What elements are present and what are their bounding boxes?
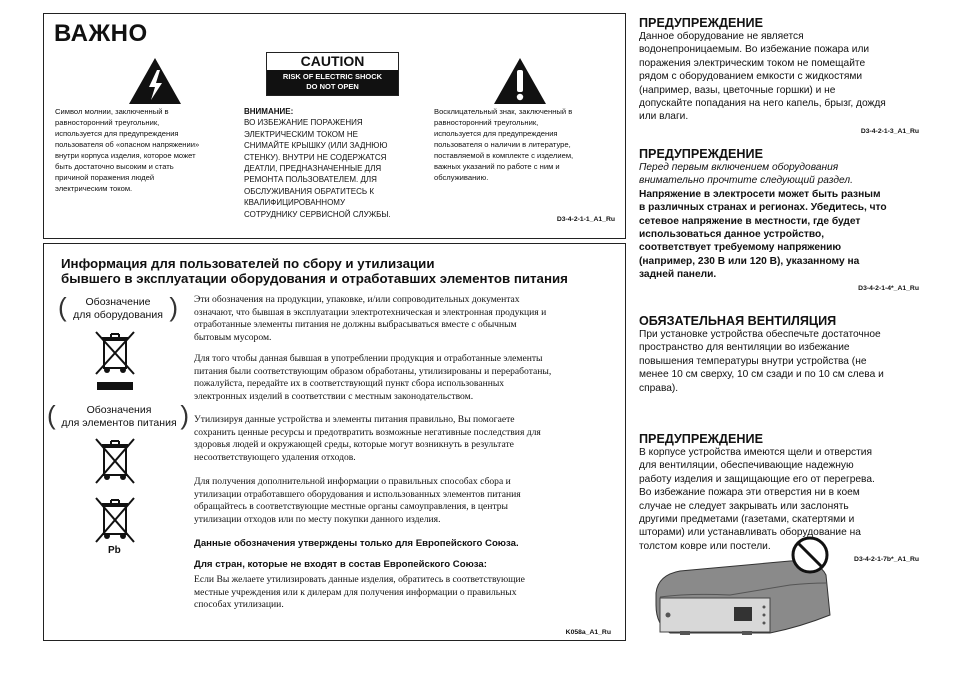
text-line: Во избежание пожара эти отверстия ни в коем: [639, 487, 860, 499]
warning-voltage-title: ПРЕДУПРЕЖДЕНИЕ: [639, 147, 763, 161]
text-line: Напряжение в электросети может быть разным: [639, 188, 881, 200]
crossed-bin-battery-icon: [94, 437, 136, 489]
text-line: пользователя о наличии в литературе,: [434, 140, 571, 149]
text-line: Символ молнии, заключенный в: [55, 107, 169, 116]
no-covering-prohibition-icon: [793, 538, 827, 572]
text-line: СНИМАЙТЕ КРЫШКУ (ИЛИ ЗАДНЮЮ: [244, 141, 388, 151]
exclamation-warning-icon: [492, 56, 548, 106]
caution-label: [266, 52, 399, 96]
text-line: Обозначение: [85, 296, 151, 308]
text-line: ДЕАТЛИ, ПРЕДНАЗНАЧЕННЫЕ ДЛЯ: [244, 164, 382, 174]
disposal-paragraph-1: [194, 294, 614, 345]
attention-block: [244, 106, 429, 220]
text-line: в различных странах и регионах. Убедитесь, что: [639, 202, 887, 214]
text-line: или влаги.: [639, 111, 689, 123]
text-line: отработанные элементы питания не должны выбрасываться вместе с обычным: [194, 319, 517, 331]
important-title: ВАЖНО: [54, 20, 148, 47]
text-line: ЭЛЕКТРИЧЕСКИМ ТОКОМ НЕ: [244, 129, 358, 139]
covered-device-illustration: [650, 535, 840, 641]
lightning-description: [55, 106, 230, 194]
text-line: Для получения дополнительной информации о правильных способах сбора и: [194, 476, 511, 487]
non-eu-heading: Для стран, которые не входят в состав Европейского Союза:: [194, 559, 487, 570]
text-line: менее 10 см сверху, 10 см сзади и по 10 см слева и: [639, 369, 884, 381]
text-line: Обозначения: [86, 404, 152, 416]
text-line: справа).: [639, 382, 679, 394]
text-line: важных указаний по работе с ним и: [434, 162, 560, 171]
caution-sub-line-1: RISK OF ELECTRIC SHOCK: [282, 72, 383, 81]
text-line: использоваться данное устройство,: [639, 229, 825, 241]
disposal-box: [43, 243, 626, 641]
text-line: несоответствующего удаления отходов.: [194, 452, 356, 464]
text-line: ОБСЛУЖИВАНИЯ ОБРАТИТЕСЬ К: [244, 186, 375, 196]
text-line: СТЕНКУ). ВНУТРИ НЕ СОДЕРЖАТСЯ: [244, 152, 387, 162]
text-line: используется для предупреждения: [55, 129, 179, 138]
crossed-bin-pb-icon: [94, 496, 136, 548]
text-line: допускайте попадания на него капель, брызг, дождя: [639, 98, 886, 110]
text-line: для оборудования: [73, 309, 163, 321]
disposal-title: [61, 256, 621, 286]
important-ref: D3-4-2-1-1_A1_Ru: [556, 216, 615, 223]
text-line: Эти обозначения на продукции, упаковке, и/или сопроводительных документах: [194, 294, 520, 305]
text-line: электронных изделий в соответствии с местным законодательством.: [194, 391, 474, 403]
text-line: равносторонний треугольник,: [434, 118, 539, 127]
text-line: Утилизируя данные устройства и элементы питания правильно, Вы помогаете: [194, 414, 515, 425]
text-line: здоровья людей и окружающей среды, которые могут возникнуть в результате: [194, 439, 514, 451]
warning-openings-title: ПРЕДУПРЕЖДЕНИЕ: [639, 432, 763, 446]
pb-label: Pb: [108, 545, 121, 556]
text-line: способах утилизации.: [194, 599, 284, 611]
ventilation-section: [639, 314, 919, 395]
text-line: пожалуйста, передайте их в соответствующий пункт сбора использованных: [194, 378, 505, 390]
text-line: поражения электрическим током не помещайте: [639, 57, 866, 69]
text-line: внутри корпуса изделия, которое может: [55, 151, 196, 160]
text-line: пользователя об «опасном напряжении»: [55, 140, 200, 149]
crossed-bin-equipment-icon: [93, 329, 137, 391]
text-line: случае не следует закрывать или заслонять: [639, 500, 849, 512]
disposal-paragraph-2: [194, 353, 614, 404]
warning-voltage-italic: [639, 161, 919, 188]
warning-voltage-bold: [639, 188, 919, 282]
text-line: Перед первым включением оборудования: [639, 162, 839, 173]
caution-subtitle: [267, 70, 398, 95]
warning-water: [639, 16, 919, 135]
text-line: работу изделия и защищающие его от перегрева.: [639, 473, 875, 485]
text-line: утилизации отходов или по месту покупки данного изделия.: [194, 514, 441, 526]
text-line: местные учреждения или к дилерам для получения информации о правильных: [194, 586, 517, 598]
text-line: задней панели.: [639, 269, 717, 281]
text-line: причиной поражения людей: [55, 173, 155, 182]
warning-water-text: [639, 30, 919, 124]
text-line: электрическим током.: [55, 184, 133, 193]
text-line: утилизации отработавшего оборудования и использованных элементов питания: [194, 488, 521, 500]
battery-label-text: [55, 404, 183, 430]
text-line: обслуживанию.: [434, 173, 489, 182]
text-line: СОТРУДНИКУ СЕРВИСНОЙ СЛУЖБЫ.: [244, 209, 391, 219]
text-line: Для того чтобы данная бывшая в употреблении продукция и отработанные элементы: [194, 353, 543, 364]
text-line: сетевое напряжение в местности, где будет: [639, 215, 861, 227]
text-line: шторами) или устанавливать оборудование на: [639, 527, 861, 539]
text-line: другими предметами (газетами, скатертями и: [639, 514, 855, 526]
text-line: повышения температуры внутри устройства (не: [639, 355, 867, 367]
warning-openings-ref: D3-4-2-1-7b*_A1_Ru: [854, 556, 919, 564]
disposal-paragraph-3: [194, 414, 614, 465]
exclamation-description: [434, 106, 614, 183]
text-line: быть достаточно высоким и стать: [55, 162, 174, 171]
ventilation-text: [639, 328, 919, 395]
text-line: Данное оборудование не является: [639, 31, 804, 42]
text-line: означают, что бывшая в эксплуатации электротехническая и электронная продукция и: [194, 306, 547, 318]
text-line: пространство для вентиляции во избежание: [639, 342, 850, 354]
warning-voltage-ref: D3-4-2-1-4*_A1_Ru: [858, 284, 919, 292]
caution-sub-line-2: DO NOT OPEN: [306, 82, 359, 91]
attention-text: [244, 117, 429, 220]
text-line: равносторонний треугольник,: [55, 118, 160, 127]
text-line: для вентиляции, обеспечивающие надежную: [639, 460, 854, 472]
text-line: РЕМОНТА ПОЛЬЗОВАТЕЛЕМ. ДЛЯ: [244, 175, 377, 185]
attention-heading: ВНИМАНИЕ:: [244, 107, 294, 116]
text-line: КВАЛИФИЦИРОВАННОМУ: [244, 198, 346, 208]
text-line: рядом с оборудованием емкости с жидкостями: [639, 71, 863, 83]
text-line: обращайтесь в соответствующие местные органы самоуправления, в центры: [194, 501, 508, 513]
text-line: ВО ИЗБЕЖАНИЕ ПОРАЖЕНИЯ: [244, 118, 363, 128]
text-line: водонепроницаемым. Во избежание пожара или: [639, 44, 870, 56]
text-line: внимательно прочтите следующий раздел.: [639, 175, 853, 187]
battery-symbol-label: ( Обозначения для элементов питания ): [47, 400, 189, 430]
text-line: Если Вы желаете утилизировать данные изделия, обратитесь в соответствующие: [194, 574, 525, 585]
eu-notice: Данные обозначения утверждены только для Европейского Союза.: [194, 538, 519, 549]
text-line: (например, 230 В или 120 В), указанному на: [639, 255, 860, 267]
disposal-paragraph-4: [194, 476, 614, 527]
ventilation-title: ОБЯЗАТЕЛЬНАЯ ВЕНТИЛЯЦИЯ: [639, 314, 837, 328]
text-line: В корпусе устройства имеются щели и отверстия: [639, 447, 872, 458]
device-front-panel: [660, 598, 770, 632]
disposal-title-line-2: бывшего в эксплуатации оборудования и отработавших элементов питания: [61, 271, 568, 286]
important-box: [43, 13, 626, 239]
text-line: бытовым мусором.: [194, 332, 272, 344]
text-line: поставляемой в комплекте с изделием,: [434, 151, 574, 160]
text-line: толстом ковре или постели.: [639, 540, 771, 552]
text-line: соответствует требуемому напряжению: [639, 242, 842, 254]
disposal-ref: K058a_A1_Ru: [565, 629, 611, 636]
text-line: При установке устройства обеспечьте достаточное: [639, 329, 881, 340]
device-display: [734, 607, 752, 621]
text-line: сохранить ценные ресурсы и предотвратить возможные негативные последствия для: [194, 426, 541, 438]
warning-water-ref: D3-4-2-1-3_A1_Ru: [860, 127, 919, 135]
text-line: питания были соответствующим образом обработаны, утилизированы и переработаны,: [194, 365, 552, 377]
warning-water-title: ПРЕДУПРЕЖДЕНИЕ: [639, 16, 763, 30]
text-line: (например, вазы, цветочные горшки) и не: [639, 84, 836, 96]
warning-voltage: [639, 147, 919, 292]
disposal-paragraph-5: [194, 574, 614, 612]
disposal-title-line-1: Информация для пользователей по сбору и утилизации: [61, 256, 435, 271]
text-line: для элементов питания: [61, 417, 177, 429]
equipment-label-text: [66, 296, 170, 322]
text-line: Восклицательный знак, заключенный в: [434, 107, 573, 116]
caution-heading: CAUTION: [267, 53, 398, 70]
text-line: используется для предупреждения: [434, 129, 558, 138]
equipment-symbol-label: ( Обозначение для оборудования ): [58, 292, 178, 322]
lightning-warning-icon: [127, 56, 183, 106]
